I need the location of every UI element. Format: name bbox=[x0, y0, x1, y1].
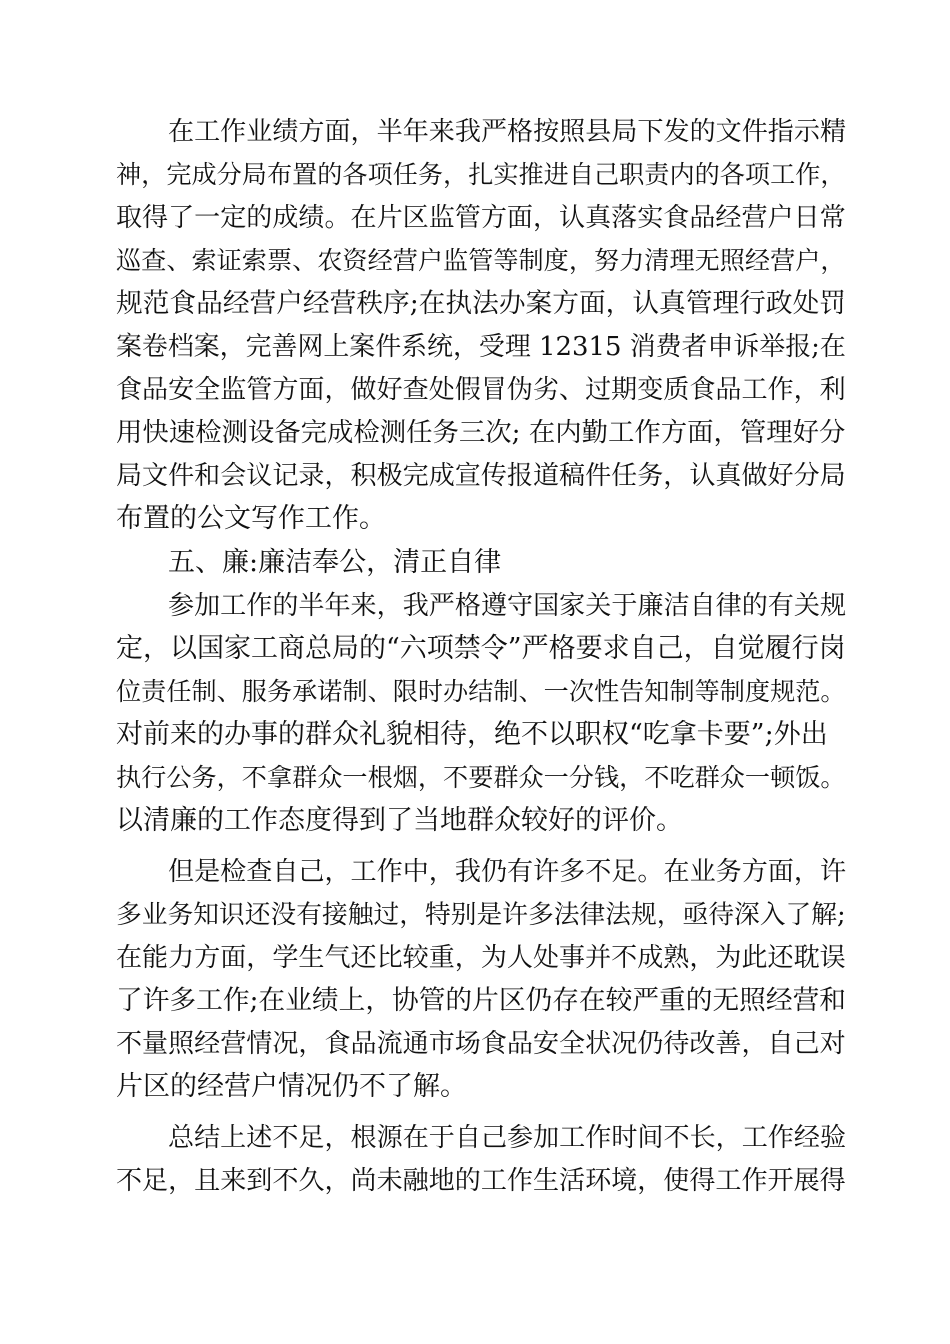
paragraph-1-line-9: 局文件和会议记录，积极完成宣传报道稿件任务，认真做好分局 bbox=[116, 461, 846, 491]
paragraph-1-line-5: 规范食品经营户经营秩序;在执法办案方面，认真管理行政处罚 bbox=[116, 288, 846, 319]
paragraph-2-line-4: 对前来的办事的群众礼貌相待，绝不以职权“吃拿卡要”;外出 bbox=[116, 719, 828, 750]
paragraph-3-line-5: 不量照经营情况，食品流通市场食品安全状况仍待改善，自己对 bbox=[116, 1029, 846, 1059]
paragraph-1-line-7: 食品安全监管方面，做好查处假冒伪劣、过期变质食品工作，利 bbox=[116, 375, 846, 405]
paragraph-1-line-4: 巡查、索证索票、农资经营户监管等制度，努力清理无照经营户， bbox=[116, 246, 846, 275]
paragraph-2-line-2: 定，以国家工商总局的“六项禁令”严格要求自己，自觉履行岗 bbox=[116, 633, 846, 664]
paragraph-1-line-2: 神，完成分局布置的各项任务，扎实推进自己职责内的各项工作， bbox=[116, 160, 846, 189]
paragraph-3-line-4: 了许多工作;在业绩上，协管的片区仍存在较严重的无照经营和 bbox=[116, 985, 846, 1016]
paragraph-1-line-8: 用快速检测设备完成检测任务三次; 在内勤工作方面，管理好分 bbox=[116, 418, 846, 448]
paragraph-2-line-6: 以清廉的工作态度得到了当地群众较好的评价。 bbox=[116, 805, 683, 836]
paragraph-3-line-1: 但是检查自己，工作中，我仍有许多不足。在业务方面，许 bbox=[168, 857, 847, 887]
paragraph-3-line-3: 在能力方面，学生气还比较重，为人处事并不成熟，为此还耽误 bbox=[116, 943, 846, 973]
paragraph-4-line-1: 总结上述不足，根源在于自己参加工作时间不长，工作经验 bbox=[168, 1123, 847, 1153]
paragraph-3-line-2: 多业务知识还没有接触过，特别是许多法律法规，亟待深入了解; bbox=[116, 900, 846, 930]
paragraph-2-line-1: 参加工作的半年来，我严格遵守国家关于廉洁自律的有关规 bbox=[168, 591, 847, 621]
paragraph-1-line-10: 布置的公文写作工作。 bbox=[116, 503, 386, 534]
paragraph-2-line-5: 执行公务，不拿群众一根烟，不要群众一分钱，不吃群众一顿饭。 bbox=[116, 763, 846, 792]
paragraph-1-line-3: 取得了一定的成绩。在片区监管方面，认真落实食品经营户日常 bbox=[116, 203, 846, 233]
paragraph-1-line-6: 案卷档案，完善网上案件系统，受理 12315 消费者申诉举报;在 bbox=[116, 332, 846, 362]
paragraph-4-line-2: 不足，且来到不久，尚未融地的工作生活环境，使得工作开展得 bbox=[116, 1166, 846, 1196]
paragraph-3-line-6: 片区的经营户情况仍不了解。 bbox=[116, 1071, 467, 1102]
paragraph-2-line-3: 位责任制、服务承诺制、限时办结制、一次性告知制等制度规范。 bbox=[116, 677, 846, 706]
section-heading: 五、廉:廉洁奉公，清正自律 bbox=[168, 547, 502, 578]
paragraph-1-line-1: 在工作业绩方面，半年来我严格按照县局下发的文件指示精 bbox=[168, 117, 847, 147]
